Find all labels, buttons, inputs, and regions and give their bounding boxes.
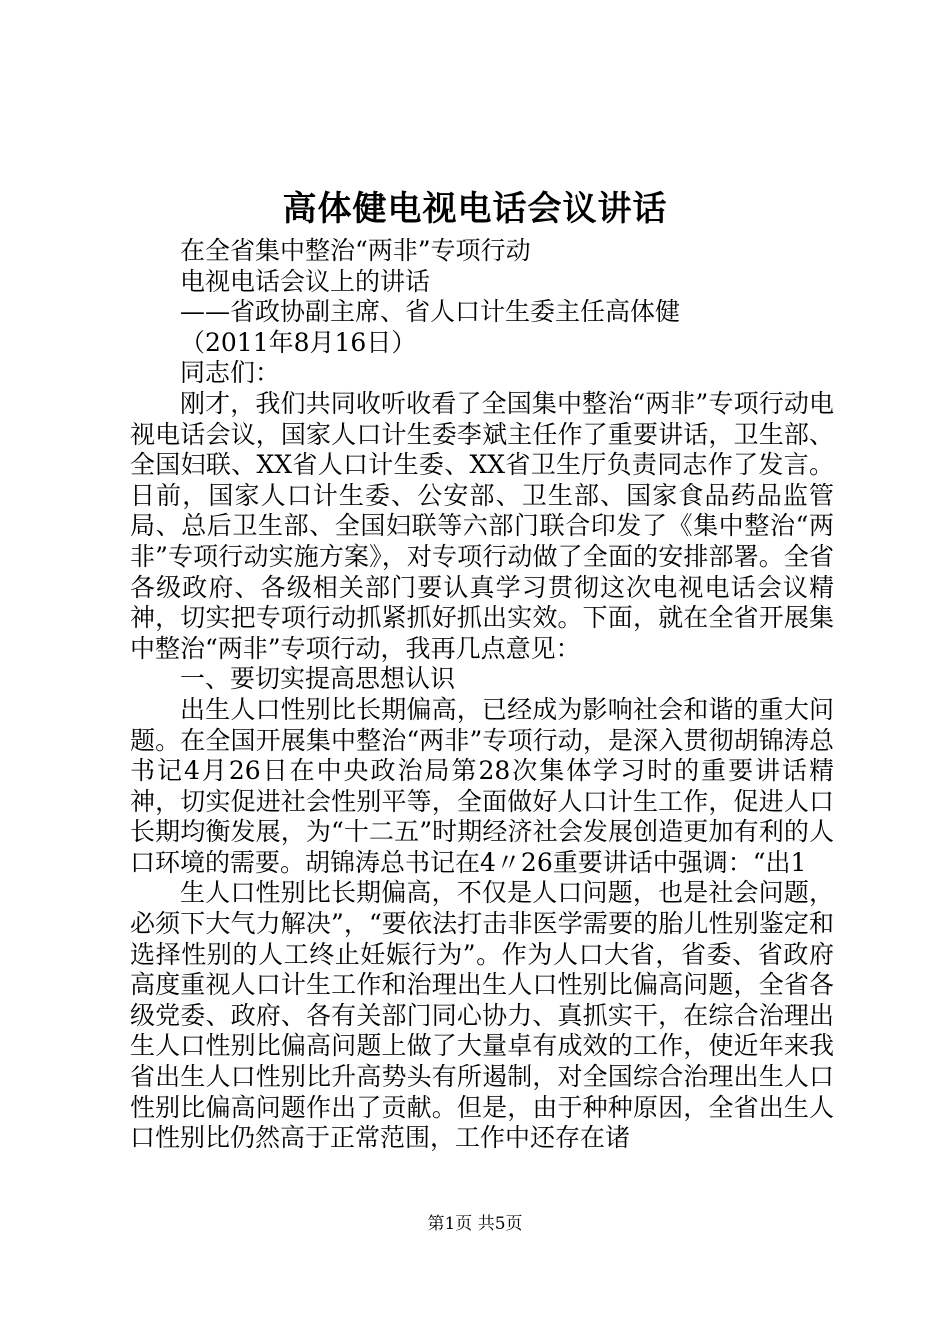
document-title: 高体健电视电话会议讲话: [282, 189, 668, 229]
speaker-line: ——省政协副主席、省人口计生委主任高体健: [180, 297, 681, 327]
subtitle-line-1: 在全省集中整治“两非”专项行动: [180, 236, 531, 265]
paragraph-intro: 刚才，我们共同收听收看了全国集中整治“两非”专项行动电视电话会议，国家人口计生委李斌主任作了重要讲话，卫生部、全国妇联、XX省人口计生委、XX省卫生厅负责同志作了发言。日前，国家人口计生委、公安部、卫生部、国家食品药品监管局、总后卫生部、全国妇联等六部门联合印发了《集中整治“两非”专项行动实施方案》，对专项行动做了全面的安排部署。全省各级政府、各级相关部门要认真学习贯彻这次电视电话会议精神，切实把专项行动抓紧抓好抓出实效。下面，就在全省开展集中整治“两非”专项行动，我再几点意见：: [130, 388, 834, 663]
salutation: 同志们：: [180, 358, 281, 388]
paragraph-body-1: 出生人口性别比长期偏高，已经成为影响社会和谐的重大问题。在全国开展集中整治“两非”专项行动，是深入贯彻胡锦涛总书记4月26日在中央政治局第28次集体学习时的重要讲话精神，切实促进社会性别平等，全面做好人口计生工作，促进人口长期均衡发展，为“十二五”时期经济社会发展创造更加有利的人口环境的需要。胡锦涛总书记在4〃26重要讲话中强调：“出1: [130, 694, 834, 877]
paragraph-body-2: 生人口性别比长期偏高，不仅是人口问题，也是社会问题，必须下大气力解决”，“要依法打击非医学需要的胎儿性别鉴定和选择性别的人工终止妊娠行为”。作为人口大省，省委、省政府高度重视人口计生工作和治理出生人口性别比偏高问题，全省各级党委、政府、各有关部门同心协力、真抓实干，在综合治理出生人口性别比偏高问题上做了大量卓有成效的工作，使近年来我省出生人口性别比升高势头有所遏制，对全国综合治理出生人口性别比偏高问题作出了贡献。但是，由于种种原因，全省出生人口性别比仍然高于正常范围，工作中还存在诸: [130, 878, 834, 1153]
date-line: （2011年8月16日）: [180, 327, 417, 357]
section-heading: 一、要切实提高思想认识: [180, 664, 456, 694]
subtitle-line-2: 电视电话会议上的讲话: [180, 266, 431, 296]
page-number: 第1页 共5页: [427, 1214, 523, 1234]
document-body: [130, 236, 834, 1154]
